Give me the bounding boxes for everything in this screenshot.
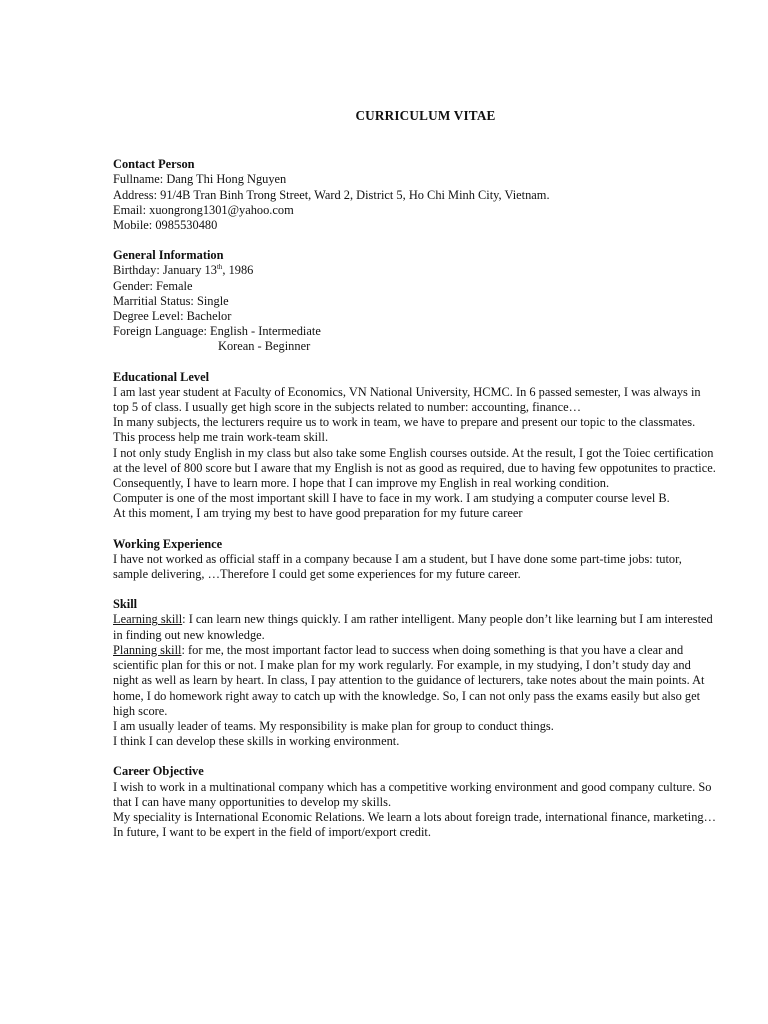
marital-line: Marritial Status: Single bbox=[113, 293, 229, 308]
skill-paragraph: I am usually leader of teams. My responsibility is make plan for group to conduct things. bbox=[113, 718, 554, 733]
birthday-pre: Birthday: January 13 bbox=[113, 263, 217, 278]
general-section bbox=[113, 248, 718, 354]
education-paragraph: Computer is one of the most important skill I have to face in my work. I am studying a computer course level B. bbox=[113, 491, 670, 506]
birthday-line bbox=[113, 263, 718, 278]
email-line: Email: xuongrong1301@yahoo.com bbox=[113, 202, 294, 217]
degree-line: Degree Level: Bachelor bbox=[113, 309, 232, 324]
experience-section bbox=[113, 537, 718, 583]
mobile-line: Mobile: 0985530480 bbox=[113, 218, 218, 233]
education-paragraph: I not only study English in my class but also take some English courses outside. At the result, I got the Toiec certification at the level of 800 score but I aware that my English is not as good as required, due to having few oppotunites to practice. Consequently, I have to learn more. I hope that I can improve my English in real working condition. bbox=[113, 445, 716, 491]
language-line-english: Foreign Language: English - Intermediate bbox=[113, 324, 321, 339]
skill-section bbox=[113, 597, 718, 749]
education-paragraph: I am last year student at Faculty of Economics, VN National University, HCMC. In 6 passed semester, I was always in top 5 of class. I usually get high score in the subjects related to number: accounting, finance… bbox=[113, 384, 701, 415]
general-heading: General Information bbox=[113, 248, 224, 263]
birthday-sup: th bbox=[216, 263, 223, 272]
education-section bbox=[113, 370, 718, 522]
education-paragraph: In many subjects, the lecturers require us to work in team, we have to prepare and present our topic to the classmates. This process help me train work-team skill. bbox=[113, 415, 696, 445]
objective-paragraph: My speciality is International Economic Relations. We learn a lots about foreign trade, international finance, marketing…In future, I want to be expert in the field of import/export credit. bbox=[113, 809, 716, 840]
learning-skill-text: : I can learn new things quickly. I am rather intelligent. Many people don’t like learning but I am interested in finding out new knowledge. bbox=[113, 612, 713, 642]
experience-paragraph: I have not worked as official staff in a company because I am a student, but I have done some part-time jobs: tutor, sample delivering, …Therefore I could get some experiences for my future career. bbox=[113, 551, 682, 582]
learning-skill-label: Learning skill bbox=[113, 612, 183, 627]
address-line: Address: 91/4B Tran Binh Trong Street, Ward 2, District 5, Ho Chi Minh City, Vietnam. bbox=[113, 187, 550, 202]
contact-section bbox=[113, 157, 718, 233]
planning-skill-label: Planning skill bbox=[113, 642, 182, 657]
objective-paragraph: I wish to work in a multinational company which has a competitive working environment and good company culture. So that I can have many opportunities to develop my skills. bbox=[113, 779, 712, 809]
fullname-line: Fullname: Dang Thi Hong Nguyen bbox=[113, 172, 287, 187]
language-line-korean: Korean - Beginner bbox=[218, 339, 311, 354]
skill-heading: Skill bbox=[113, 597, 138, 612]
learning-skill-paragraph bbox=[113, 612, 718, 642]
birthday-post: , 1986 bbox=[222, 263, 254, 278]
experience-heading: Working Experience bbox=[113, 536, 223, 551]
education-paragraph: At this moment, I am trying my best to have good preparation for my future career bbox=[113, 506, 523, 521]
planning-skill-text: : for me, the most important factor lead to success when doing something is that you have a clear and scientific plan for this or not. I make plan for my work regularly. For example, in my studying, I don’t study day and night as well as learn by heart. In class, I pay attention to the guidance of lecturers, take notes about the main points. At home, I do homework right away to catch up with the knowledge. So, I can not only pass the exams easily but also get high score. bbox=[113, 642, 705, 718]
objective-section bbox=[113, 764, 718, 840]
objective-heading: Career Objective bbox=[113, 764, 204, 779]
contact-heading: Contact Person bbox=[113, 157, 195, 172]
planning-skill-paragraph bbox=[113, 643, 718, 719]
gender-line: Gender: Female bbox=[113, 278, 193, 293]
education-heading: Educational Level bbox=[113, 369, 210, 384]
document-title: CURRICULUM VITAE bbox=[355, 108, 496, 123]
skill-paragraph: I think I can develop these skills in working environment. bbox=[113, 734, 400, 749]
